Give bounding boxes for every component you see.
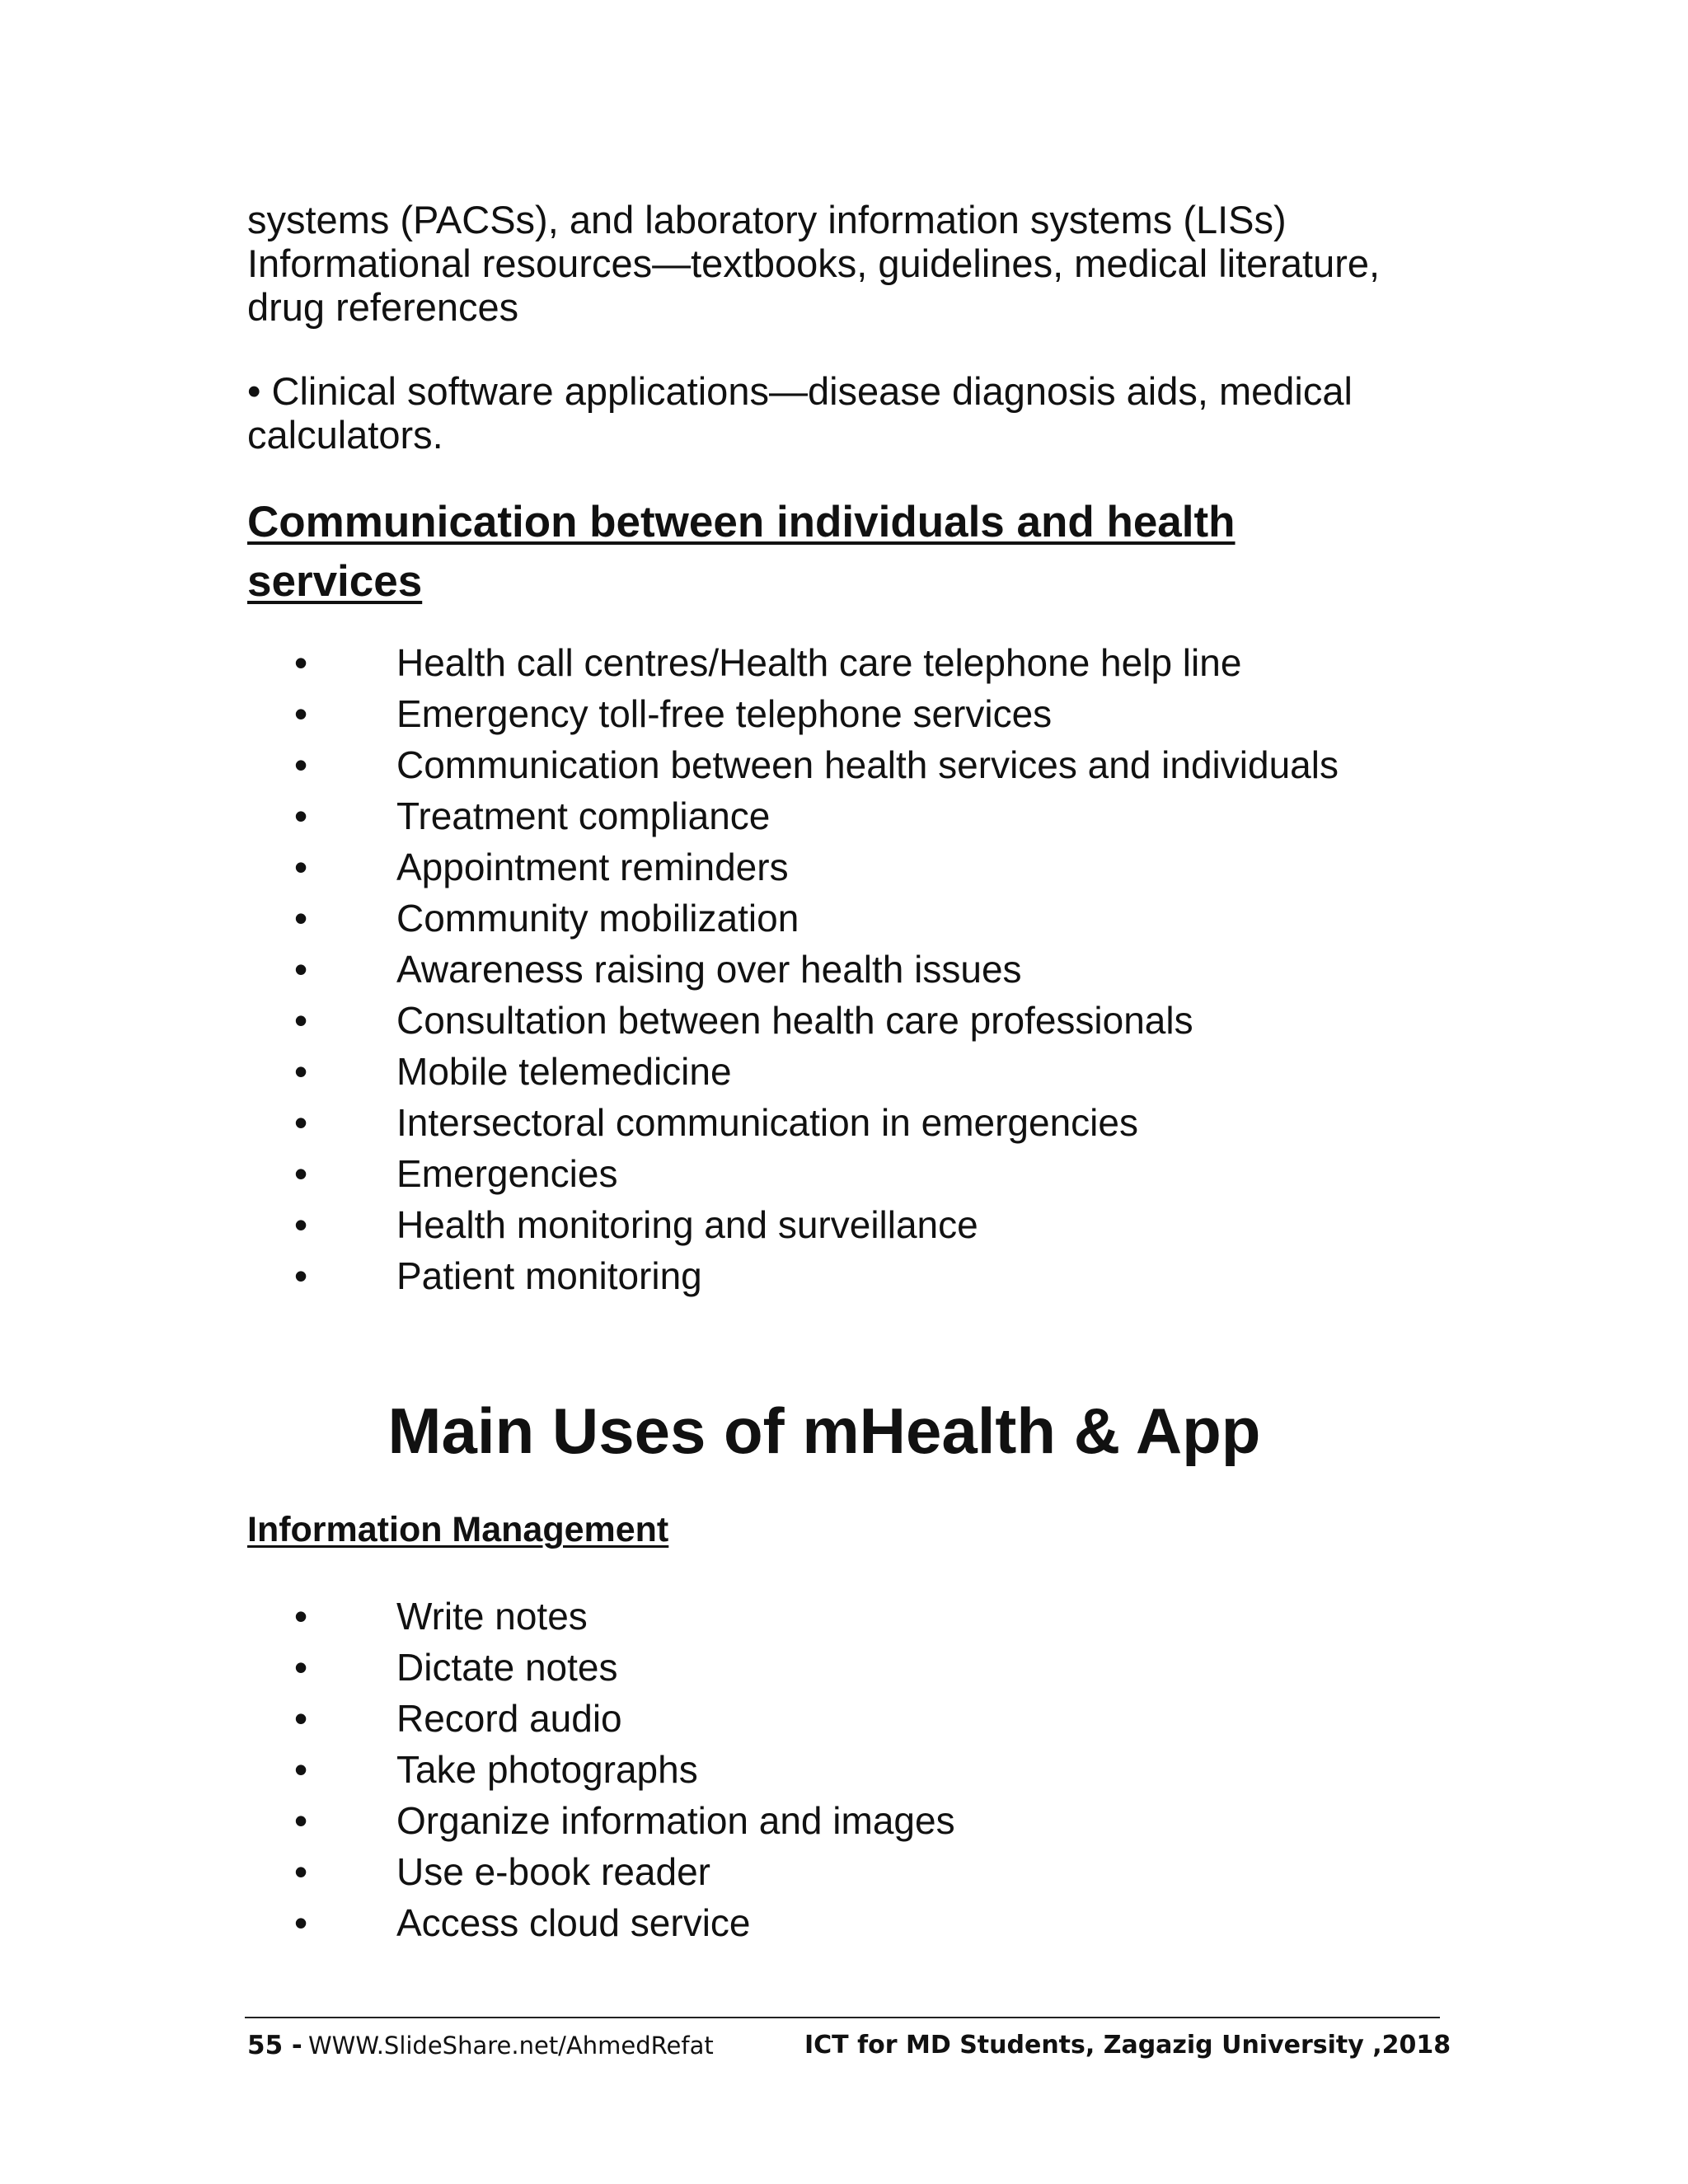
list-item-text: Health monitoring and surveillance [396,1203,978,1246]
list-item-text: Consultation between health care professionals [396,999,1193,1042]
bullet-icon: • [294,1748,308,1791]
list-item-text: Communication between health services and individuals [396,743,1339,786]
list-item [247,995,1484,1046]
footer-website: WWW.SlideShare.net/AhmedRefat [308,2032,714,2060]
bullet-icon: • [294,1799,308,1842]
list-item-text: Take photographs [396,1748,698,1791]
list-item [247,841,1484,893]
bullet-icon: • [294,897,308,940]
bullet-icon: • [294,1050,308,1093]
list-item-text: Emergency toll-free telephone services [396,692,1053,735]
bullet-icon: • [294,846,308,888]
page-number: 55 - [247,2031,302,2060]
bullet-icon: • [294,794,308,837]
list-item-text: Write notes [396,1595,588,1638]
list-item-text: Treatment compliance [396,794,771,837]
list-item-text: Mobile telemedicine [396,1050,732,1093]
list-item-text: Health call centres/Health care telephone help line [396,641,1242,684]
list-item-text: Patient monitoring [396,1254,702,1297]
bullet-icon: • [294,1254,308,1297]
list-item [247,688,1484,739]
bullet-icon: • [294,1595,308,1638]
list-item [247,1199,1484,1250]
footer-course-title: ICT for MD Students, Zagazig University ,2018 [804,2031,1451,2060]
list-item [247,1591,1484,1642]
footer-divider [245,2017,1440,2018]
list-item-text: Use e-book reader [396,1850,710,1893]
bullet-icon: • [294,641,308,684]
information-bullet-list [247,1591,1484,1948]
list-item [247,637,1484,688]
list-item-text: Appointment reminders [396,846,789,888]
list-item [247,1148,1484,1199]
list-item [247,1744,1484,1795]
list-item [247,1693,1484,1744]
list-item [247,790,1484,841]
list-item [247,1097,1484,1148]
list-item-text: Intersectoral communication in emergencies [396,1101,1138,1144]
communication-section-heading: Communication between individuals and health services [247,498,1236,606]
intro-paragraph: systems (PACSs), and laboratory information systems (LISs) Informational resources—textbooks, guidelines, medical literature, drug references [247,198,1381,329]
list-item-text: Dictate notes [396,1646,618,1689]
list-item-text: Emergencies [396,1152,618,1195]
bullet-icon: • [294,743,308,786]
bullet-icon: • [294,692,308,735]
list-item [247,893,1484,944]
page-footer [247,2026,1451,2065]
bullet-icon: • [294,1697,308,1740]
list-item [247,944,1484,995]
clinical-software-paragraph: • Clinical software applications—disease diagnosis aids, medical calculators. [247,369,1353,457]
bullet-icon: • [294,1152,308,1195]
list-item [247,1897,1484,1948]
information-management-heading: Information Management [247,1510,669,1549]
list-item [247,1795,1484,1846]
list-item [247,1250,1484,1301]
bullet-icon: • [294,1203,308,1246]
communication-bullet-list [247,637,1484,1301]
list-item-text: Record audio [396,1697,622,1740]
list-item [247,739,1484,790]
list-item-text: Access cloud service [396,1901,751,1944]
bullet-icon: • [294,1101,308,1144]
main-title: Main Uses of mHealth & App [387,1394,1261,1467]
list-item-text: Community mobilization [396,897,799,940]
list-item [247,1046,1484,1097]
list-item [247,1846,1484,1897]
bullet-icon: • [294,948,308,991]
list-item [247,1642,1484,1693]
bullet-icon: • [294,999,308,1042]
bullet-icon: • [294,1646,308,1689]
bullet-icon: • [294,1901,308,1944]
list-item-text: Organize information and images [396,1799,955,1842]
bullet-icon: • [294,1850,308,1893]
list-item-text: Awareness raising over health issues [396,948,1022,991]
